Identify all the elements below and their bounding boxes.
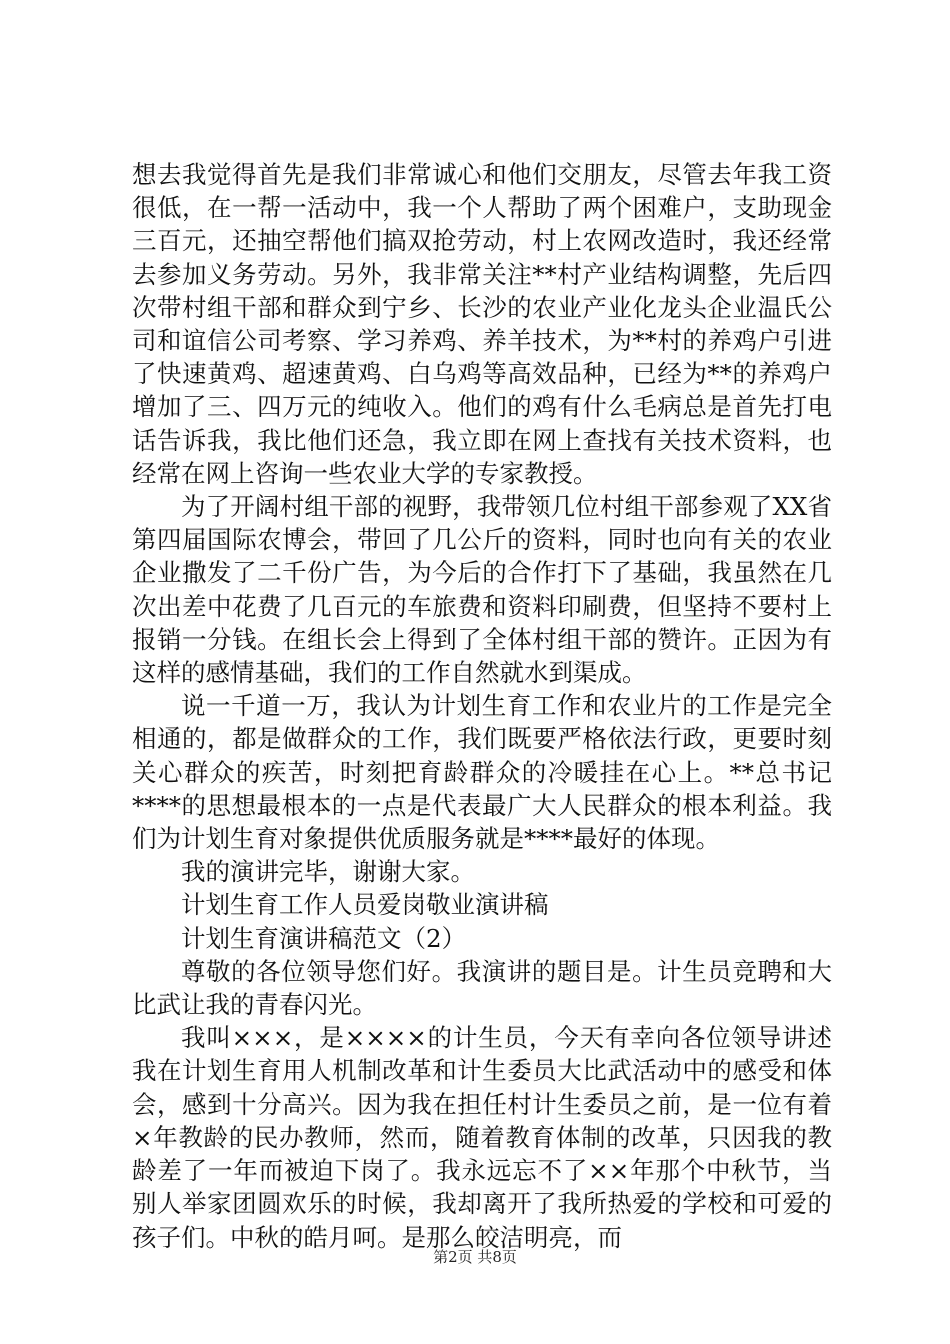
paragraph-8: 我叫×××，是××××的计生员，今天有幸向各位领导讲述我在计划生育用人机制改革和计生委员大比武活动中的感受和体会，感到十分高兴。因为我在担任村计生委员之前，是一位有着×年教龄的民办教师，然而，随着教育体制的改革，只因我的教龄差了一年而被迫下岗了。我永远忘不了××年那个中秋节，当别人举家团圆欢乐的时候，我却离开了我所热爱的学校和可爱的孩子们。中秋的皓月呵。是那么皎洁明亮，而 [132,1023,832,1252]
document-body [132,158,832,1254]
page-footer: 第2页 共8页 [433,1248,517,1266]
section-subtitle: 计划生育演讲稿范文（2） [181,923,467,953]
paragraph-2: 为了开阔村组干部的视野，我带领几位村组干部参观了XX省第四届国际农博会，带回了几公斤的资料，同时也向有关的农业企业撒发了二千份广告，为今后的合作打下了基础，我虽然在几次出差中花费了几百元的车旅费和资料印刷费，但坚持不要村上报销一分钱。在组长会上得到了全体村组干部的赞许。正因为有这样的感情基础，我们的工作自然就水到渠成。 [132,492,832,688]
section-title: 计划生育工作人员爱岗敬业演讲稿 [181,890,549,920]
paragraph-1: 想去我觉得首先是我们非常诚心和他们交朋友，尽管去年我工资很低，在一帮一活动中，我一个人帮助了两个困难户，支助现金三百元，还抽空帮他们搞双抢劳动，村上农网改造时，我还经常去参加义务劳动。另外，我非常关注**村产业结构调整，先后四次带村组干部和群众到宁乡、长沙的农业产业化龙头企业温氏公司和谊信公司考察、学习养鸡、养羊技术，为**村的养鸡户引进了快速黄鸡、超速黄鸡、白乌鸡等高效品种，已经为**的养鸡户增加了三、四万元的纯收入。他们的鸡有什么毛病总是首先打电话告诉我，我比他们还急，我立即在网上查找有关技术资料，也经常在网上咨询一些农业大学的专家教授。 [132,160,832,488]
paragraph-4: 我的演讲完毕，谢谢大家。 [181,857,475,887]
paragraph-3: 说一千道一万，我认为计划生育工作和农业片的工作是完全相通的，都是做群众的工作，我们既要严格依法行政，更要时刻关心群众的疾苦，时刻把育龄群众的冷暖挂在心上。**总书记****的思想最根本的一点是代表最广大人民群众的根本利益。我们为计划生育对象提供优质服务就是****最好的体现。 [132,691,832,854]
paragraph-7: 尊敬的各位领导您们好。我演讲的题目是。计生员竞聘和大比武让我的青春闪光。 [132,956,832,1020]
